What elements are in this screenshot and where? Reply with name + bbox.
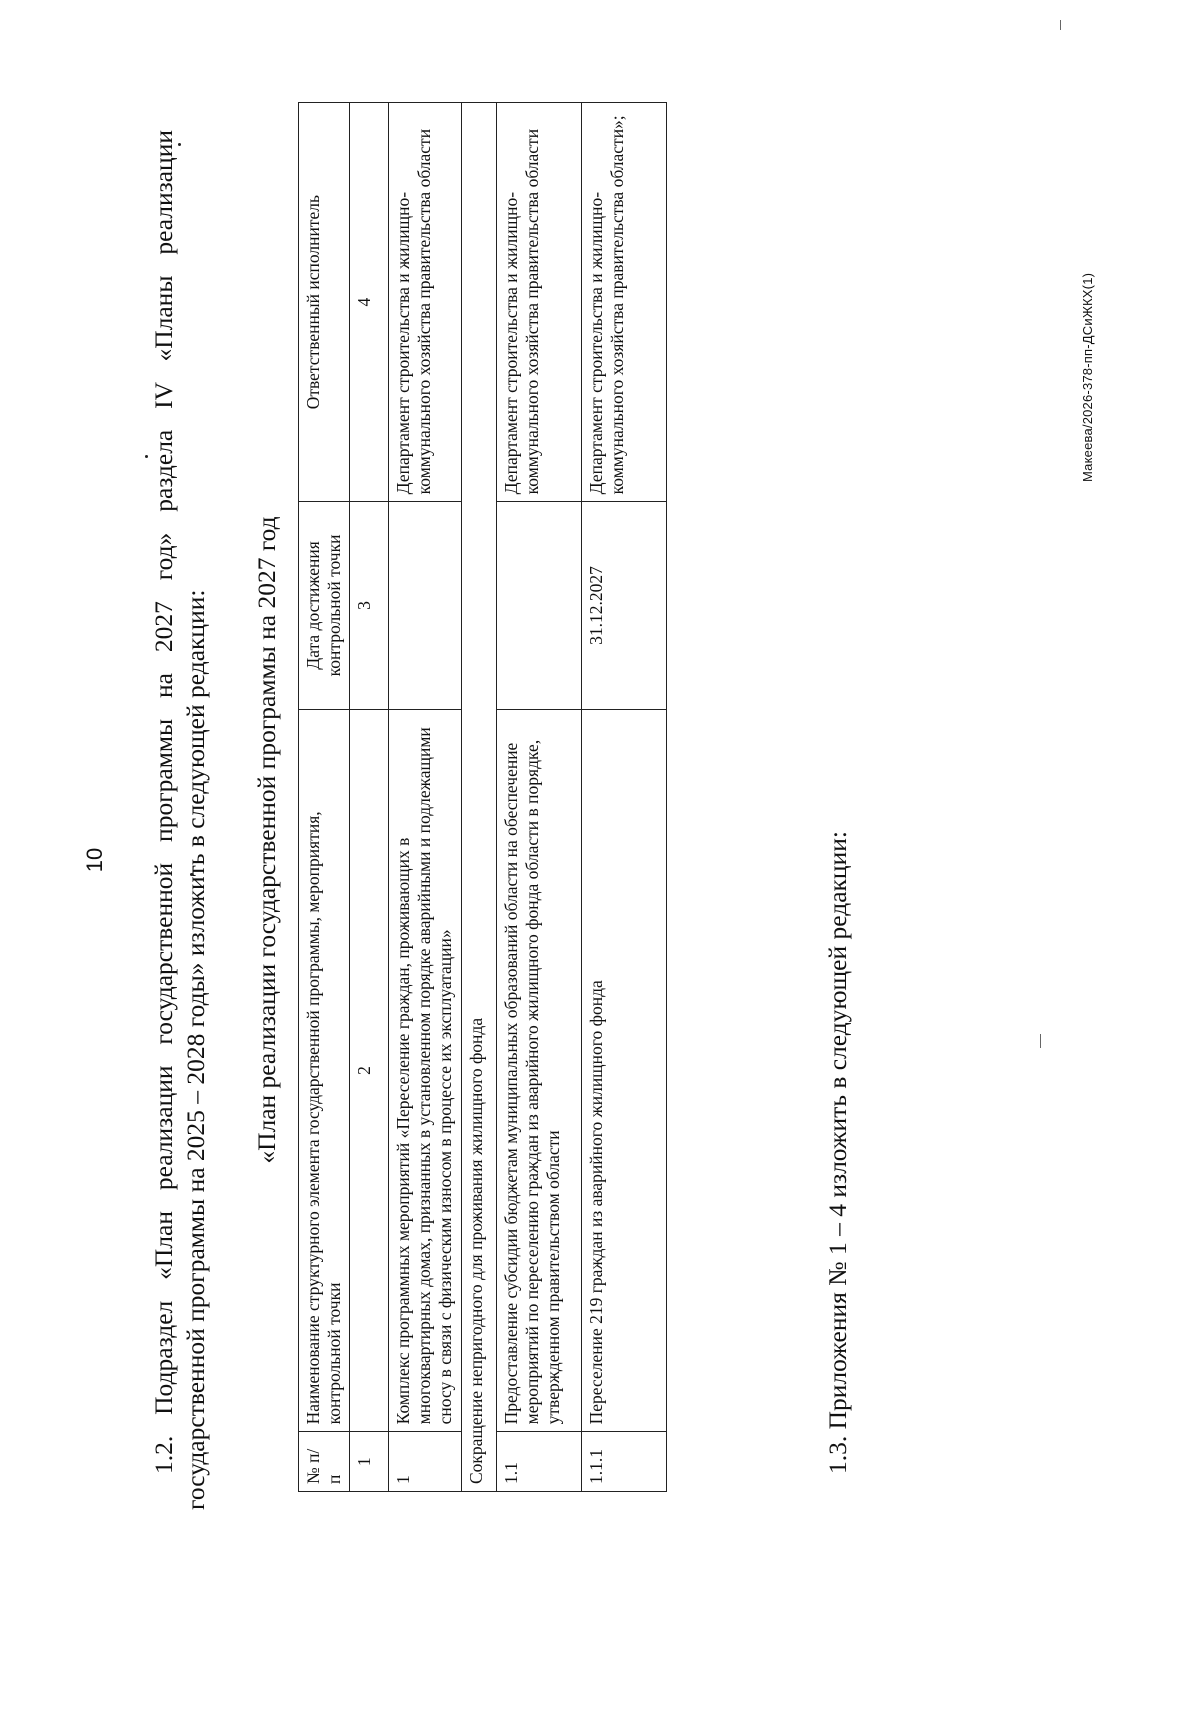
section-title: Сокращение непригодного для проживания жилищного фонда (462, 103, 497, 1492)
column-number: 4 (350, 103, 389, 502)
plan-title: «План реализации государственной программы на 2027 год (252, 516, 281, 1164)
row-number: 1.1.1 (582, 1432, 667, 1492)
header-number: № п/п (299, 1432, 350, 1492)
row-name: Комплекс программных мероприятий «Переселение граждан, проживающих в многоквартирных домах, признанных в установленном порядке аварийными и подлежащими сносу в связи с физическим износом в процессе их эксплуатации» (389, 709, 462, 1432)
column-number-row (350, 103, 389, 1492)
header-date: Дата достижения контрольной точки (299, 502, 350, 709)
table-row (497, 103, 582, 1492)
row-name: Переселение 219 граждан из аварийного жилищного фонда (582, 709, 667, 1432)
scan-mark (1060, 20, 1061, 30)
document-code: Макеева/2026-378-пп-ДСиЖКХ(1) (1080, 272, 1095, 482)
table-row (389, 103, 462, 1492)
row-number: 1.1 (497, 1432, 582, 1492)
table-header-row (299, 103, 350, 1492)
tail-paragraph: 1.3. Приложения № 1 – 4 изложить в следующей редакции: (823, 831, 852, 1474)
intro-line-1: 1.2. Подраздел «План реализации государственной программы на 2027 год» раздела IV «Планы реализации (149, 130, 178, 1474)
scan-mark (1040, 1034, 1041, 1048)
plan-table (298, 102, 667, 1492)
section-row (462, 103, 497, 1492)
intro-line-2: государственной программы на 2025 – 2028 годы» изложить в следующей редакции: (181, 589, 210, 1510)
row-executor: Департамент строительства и жилищно-коммунального хозяйства правительства области (497, 103, 582, 502)
row-executor: Департамент строительства и жилищно-коммунального хозяйства правительства области»; (582, 103, 667, 502)
column-number: 3 (350, 502, 389, 709)
row-date (497, 502, 582, 709)
row-number: 1 (389, 1432, 462, 1492)
column-number: 2 (350, 709, 389, 1432)
intro-paragraph (148, 130, 212, 1510)
page-number: 10 (82, 847, 107, 873)
row-name: Предоставление субсидии бюджетам муниципальных образований области на обеспечение мероприятий по переселению граждан из аварийного жилищного фонда области в порядке, утвержденном правительством области (497, 709, 582, 1432)
table-row (582, 103, 667, 1492)
row-executor: Департамент строительства и жилищно-коммунального хозяйства правительства области (389, 103, 462, 502)
header-name: Наименование структурного элемента государственной программы, мероприятия, контрольной точки (299, 709, 350, 1432)
row-date: 31.12.2027 (582, 502, 667, 709)
row-date (389, 502, 462, 709)
header-executor: Ответственный исполнитель (299, 103, 350, 502)
column-number: 1 (350, 1432, 389, 1492)
